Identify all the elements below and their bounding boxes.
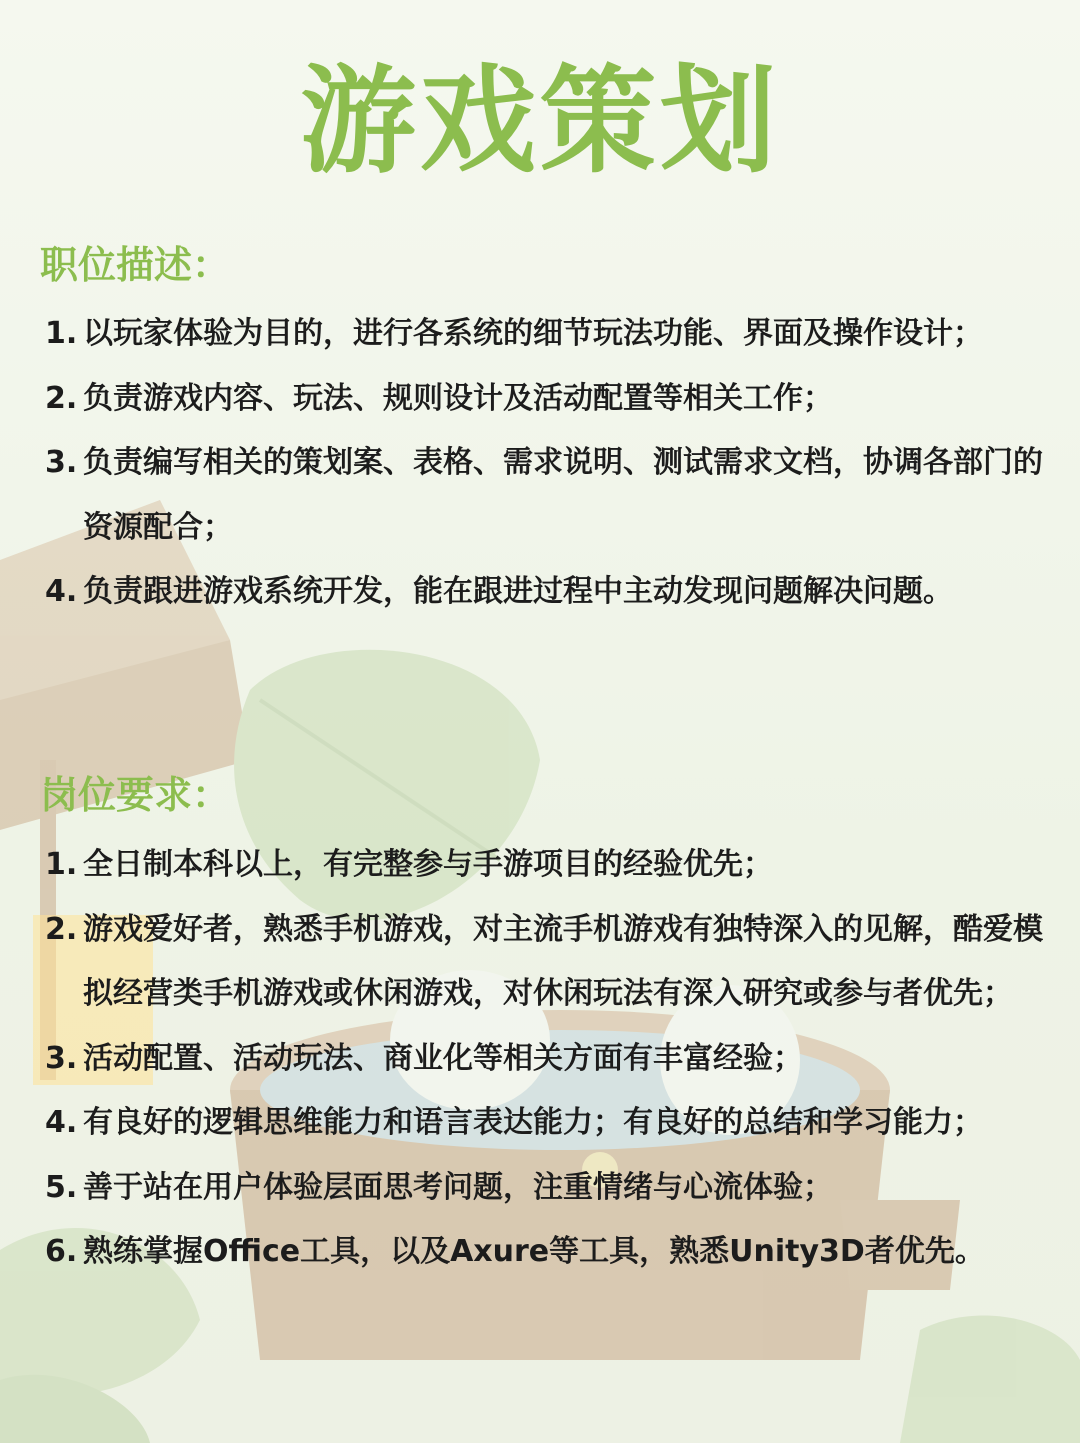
- item-text: 熟练掌握Office工具，以及Axure等工具，熟悉Unity3D者优先。: [83, 1234, 985, 1269]
- job-description-heading: 职位描述：: [40, 243, 231, 287]
- item-number: 3.: [45, 1040, 78, 1076]
- item-number: 5.: [45, 1169, 78, 1205]
- job-requirements-list: [45, 833, 1045, 1285]
- item-text: 全日制本科以上，有完整参与手游项目的经验优先；: [83, 847, 773, 882]
- item-text: 负责游戏内容、玩法、规则设计及活动配置等相关工作；: [83, 380, 833, 416]
- item-number: 4.: [45, 1105, 78, 1140]
- list-item: [45, 431, 1045, 560]
- item-text: 有良好的逻辑思维能力和语言表达能力；有良好的总结和学习能力；: [83, 1105, 983, 1140]
- list-item: [45, 898, 1045, 1027]
- item-number: 2.: [45, 911, 78, 947]
- item-number: 6.: [45, 1234, 78, 1269]
- job-requirements-heading: 岗位要求：: [40, 773, 231, 817]
- list-item: [45, 1220, 1045, 1285]
- list-item: [45, 1091, 1045, 1156]
- item-text: 善于站在用户体验层面思考问题，注重情绪与心流体验；: [83, 1169, 833, 1205]
- item-number: 1.: [45, 847, 78, 882]
- item-text: 负责编写相关的策划案、表格、需求说明、测试需求文档，协调各部门的资源配合；: [83, 445, 1043, 545]
- item-text: 以玩家体验为目的，进行各系统的细节玩法功能、界面及操作设计；: [83, 316, 983, 351]
- item-number: 1.: [45, 316, 78, 351]
- item-text: 负责跟进游戏系统开发，能在跟进过程中主动发现问题解决问题。: [83, 574, 953, 609]
- item-number: 3.: [45, 445, 78, 480]
- job-description-list: [45, 302, 1045, 625]
- page-title: 游戏策划: [300, 54, 780, 189]
- list-item: [45, 1156, 1045, 1221]
- list-item: [45, 1027, 1045, 1092]
- list-item: [45, 302, 1045, 367]
- item-number: 4.: [45, 574, 78, 609]
- item-text: 活动配置、活动玩法、商业化等相关方面有丰富经验；: [83, 1040, 803, 1076]
- item-text: 游戏爱好者，熟悉手机游戏，对主流手机游戏有独特深入的见解，酷爱模拟经营类手机游戏或休闲游戏，对休闲玩法有深入研究或参与者优先；: [83, 911, 1043, 1011]
- list-item: [45, 560, 1045, 625]
- item-number: 2.: [45, 380, 78, 416]
- list-item: [45, 833, 1045, 898]
- list-item: [45, 367, 1045, 432]
